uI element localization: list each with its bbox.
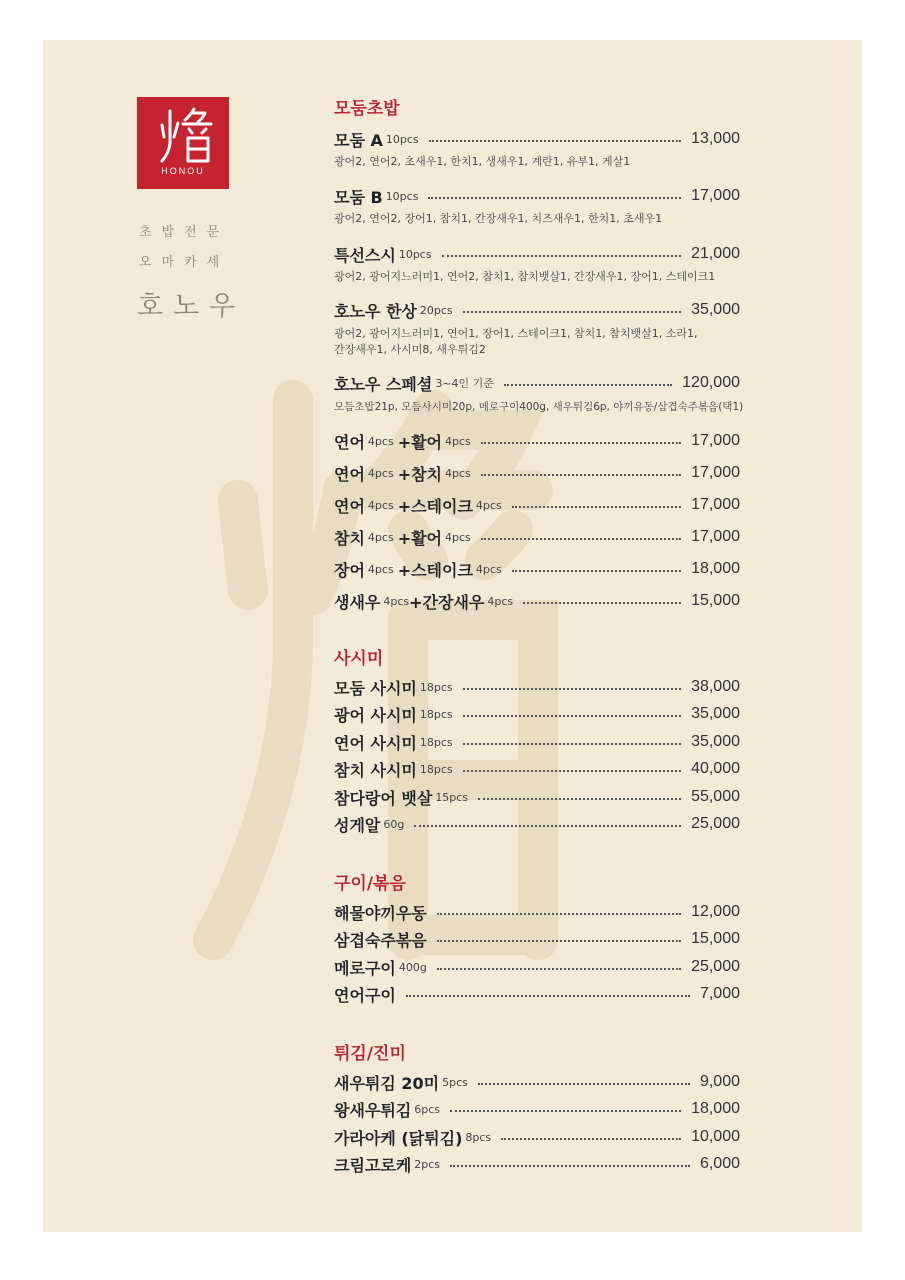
item-price: 18,000 xyxy=(691,1100,740,1117)
item-qty: 8pcs xyxy=(465,1130,492,1144)
dotted-leader xyxy=(478,798,681,800)
item-qty: 4pcs xyxy=(475,498,502,512)
item-name: 참다랑어 뱃살 xyxy=(334,788,433,808)
menu-item-row xyxy=(334,371,740,395)
dotted-leader xyxy=(450,1110,681,1112)
dotted-leader xyxy=(481,538,681,540)
item-qty: 6pcs xyxy=(414,1102,441,1116)
combo-item-row xyxy=(334,525,740,549)
menu-item-row xyxy=(334,1097,740,1121)
dotted-leader xyxy=(463,715,681,717)
item-qty: 4pcs xyxy=(445,466,471,480)
item-qty: 4pcs xyxy=(367,466,394,480)
item-description: 모듬초밥21p, 모듬사시미20p, 메로구이400g, 새우튀김6p, 야끼유동/삼겹숙주볶음(택1) xyxy=(334,401,744,413)
item-price: 15,000 xyxy=(691,592,740,609)
dotted-leader xyxy=(429,140,681,142)
item-name: +참치 xyxy=(397,464,443,484)
dotted-leader xyxy=(428,197,681,199)
item-qty: 20pcs xyxy=(419,303,453,317)
item-name: 해물야끼우동 xyxy=(334,903,427,923)
item-price: 40,000 xyxy=(691,760,740,777)
menu-item-row xyxy=(334,702,740,726)
menu-item-row xyxy=(334,1125,740,1149)
item-qty: 18pcs xyxy=(419,735,453,749)
item-price: 6,000 xyxy=(699,1155,740,1172)
item-name: 메로구이 xyxy=(334,958,396,978)
dotted-leader xyxy=(442,255,681,257)
menu-item-row xyxy=(334,1152,740,1176)
dotted-leader xyxy=(504,384,672,386)
item-qty: 10pcs xyxy=(385,132,419,146)
item-qty: 3~4인 기준 xyxy=(435,377,494,390)
item-name: 가라아케 (닭튀김) xyxy=(334,1128,463,1148)
item-qty: 4pcs xyxy=(475,562,502,576)
item-qty: 4pcs xyxy=(487,594,514,608)
menu-item-row xyxy=(334,184,740,208)
dotted-leader xyxy=(437,913,681,915)
menu-item-row xyxy=(334,757,740,781)
item-price: 17,000 xyxy=(691,496,740,513)
item-qty: 4pcs xyxy=(367,562,394,576)
tagline-line-2: 오마카세 xyxy=(139,255,230,270)
item-name: 호노우 스페셜 xyxy=(334,374,433,394)
item-name: +스테이크 xyxy=(397,496,473,516)
dotted-leader xyxy=(437,968,681,970)
item-price: 120,000 xyxy=(682,374,740,391)
item-price: 15,000 xyxy=(691,930,740,947)
item-description: 간장새우1, 사시미8, 새우튀김2 xyxy=(334,343,486,356)
item-name: 연어 xyxy=(334,432,365,452)
dotted-leader xyxy=(512,570,681,572)
item-qty: 5pcs xyxy=(442,1075,468,1089)
item-name: 장어 xyxy=(334,560,365,580)
item-description: 광어2, 연어2, 초새우1, 한치1, 생새우1, 계란1, 유부1, 게살1 xyxy=(334,155,631,168)
menu-item-row xyxy=(334,982,740,1006)
item-price: 25,000 xyxy=(691,815,740,832)
item-price: 17,000 xyxy=(691,187,740,204)
item-name: +활어 xyxy=(397,528,443,548)
dotted-leader xyxy=(450,1165,690,1167)
menu-item-row xyxy=(334,242,740,266)
section-title-sashimi: 사시미 xyxy=(334,649,384,669)
item-name: 참치 사시미 xyxy=(334,760,417,780)
menu-sheet xyxy=(43,40,862,1232)
item-qty: 4pcs xyxy=(383,594,410,608)
item-qty: 10pcs xyxy=(385,189,419,203)
dotted-leader xyxy=(478,1083,690,1085)
combo-item-row xyxy=(334,493,740,517)
item-price: 10,000 xyxy=(691,1128,740,1145)
menu-item-row xyxy=(334,900,740,924)
dotted-leader xyxy=(463,311,681,313)
combo-item-row xyxy=(334,429,740,453)
item-name: +스테이크 xyxy=(397,560,473,580)
item-price: 17,000 xyxy=(691,432,740,449)
item-qty: 60g xyxy=(383,817,405,831)
item-price: 25,000 xyxy=(691,958,740,975)
item-qty: 10pcs xyxy=(398,247,432,261)
item-description: 광어2, 광어지느러미1, 연어2, 참치1, 참치뱃살1, 간장새우1, 장어1, 스테이크1 xyxy=(334,270,716,283)
item-name: 모둠 B xyxy=(334,187,383,207)
item-price: 17,000 xyxy=(691,464,740,481)
dotted-leader xyxy=(501,1138,681,1140)
dotted-leader xyxy=(481,442,681,444)
item-price: 12,000 xyxy=(691,903,740,920)
menu-item-row xyxy=(334,127,740,151)
item-name: 광어 사시미 xyxy=(334,705,417,725)
item-qty: 18pcs xyxy=(419,680,453,694)
item-name: 특선스시 xyxy=(334,245,396,265)
menu-item-row xyxy=(334,675,740,699)
menu-item-row xyxy=(334,927,740,951)
dotted-leader xyxy=(463,770,681,772)
section-title-modum: 모둠초밥 xyxy=(334,99,400,119)
item-name: 생새우 xyxy=(334,592,381,612)
item-name: 연어 사시미 xyxy=(334,733,417,753)
section-title-fried: 튀김/진미 xyxy=(334,1044,406,1064)
item-qty: 15pcs xyxy=(435,790,469,804)
item-name: 왕새우튀김 xyxy=(334,1100,412,1120)
item-name: 모둠 사시미 xyxy=(334,678,417,698)
menu-item-row xyxy=(334,298,740,322)
item-name: 호노우 한상 xyxy=(334,301,417,321)
item-price: 21,000 xyxy=(691,245,740,262)
logo-subtitle: HONOU xyxy=(161,166,205,176)
item-qty: 18pcs xyxy=(419,707,453,721)
item-price: 13,000 xyxy=(691,130,740,147)
item-qty: 2pcs xyxy=(414,1157,441,1171)
item-description: 광어2, 연어2, 장어1, 참치1, 간장새우1, 치즈새우1, 한치1, 초새우1 xyxy=(334,212,663,225)
dotted-leader xyxy=(414,825,681,827)
item-name: +활어 xyxy=(397,432,443,452)
item-name: 삼겹숙주볶음 xyxy=(334,930,427,950)
item-qty: 4pcs xyxy=(445,434,471,448)
item-price: 9,000 xyxy=(699,1073,740,1090)
dotted-leader xyxy=(437,940,681,942)
menu-item-row xyxy=(334,730,740,754)
item-name: 연어 xyxy=(334,496,365,516)
item-price: 35,000 xyxy=(691,705,740,722)
item-name: 모둠 A xyxy=(334,130,383,150)
item-name: 참치 xyxy=(334,528,365,548)
logo xyxy=(137,97,229,189)
item-name: 성게알 xyxy=(334,815,381,835)
item-price: 55,000 xyxy=(691,788,740,805)
dotted-leader xyxy=(523,602,681,604)
dotted-leader xyxy=(512,506,681,508)
item-name: 크림고로케 xyxy=(334,1155,412,1175)
item-qty: 4pcs xyxy=(367,434,394,448)
brand-name: 호노우 xyxy=(137,291,246,322)
combo-item-row xyxy=(334,589,740,613)
item-price: 18,000 xyxy=(691,560,740,577)
item-qty: 4pcs xyxy=(367,498,394,512)
item-qty: 400g xyxy=(398,960,427,974)
menu-item-row xyxy=(334,955,740,979)
item-qty: 4pcs xyxy=(367,530,394,544)
dotted-leader xyxy=(481,474,681,476)
dotted-leader xyxy=(406,995,690,997)
item-qty: 18pcs xyxy=(419,762,453,776)
item-price: 35,000 xyxy=(691,301,740,318)
combo-item-row xyxy=(334,557,740,581)
item-name: 연어구이 xyxy=(334,985,396,1005)
dotted-leader xyxy=(463,688,681,690)
section-title-grill: 구이/볶음 xyxy=(334,874,406,894)
item-qty: 4pcs xyxy=(445,530,471,544)
item-name: 연어 xyxy=(334,464,365,484)
item-name: 새우튀김 20미 xyxy=(334,1073,440,1093)
item-price: 17,000 xyxy=(691,528,740,545)
item-price: 35,000 xyxy=(691,733,740,750)
item-description: 광어2, 광어지느러미1, 연어1, 장어1, 스테이크1, 참치1, 참치뱃살1, 소라1, xyxy=(334,327,698,340)
item-price: 38,000 xyxy=(691,678,740,695)
combo-item-row xyxy=(334,461,740,485)
tagline-line-1: 초밥전문 xyxy=(139,225,230,240)
item-price: 7,000 xyxy=(699,985,740,1002)
item-name: +간장새우 xyxy=(409,592,485,612)
menu-item-row xyxy=(334,785,740,809)
dotted-leader xyxy=(463,743,681,745)
menu-item-row xyxy=(334,1070,740,1094)
menu-item-row xyxy=(334,812,740,836)
